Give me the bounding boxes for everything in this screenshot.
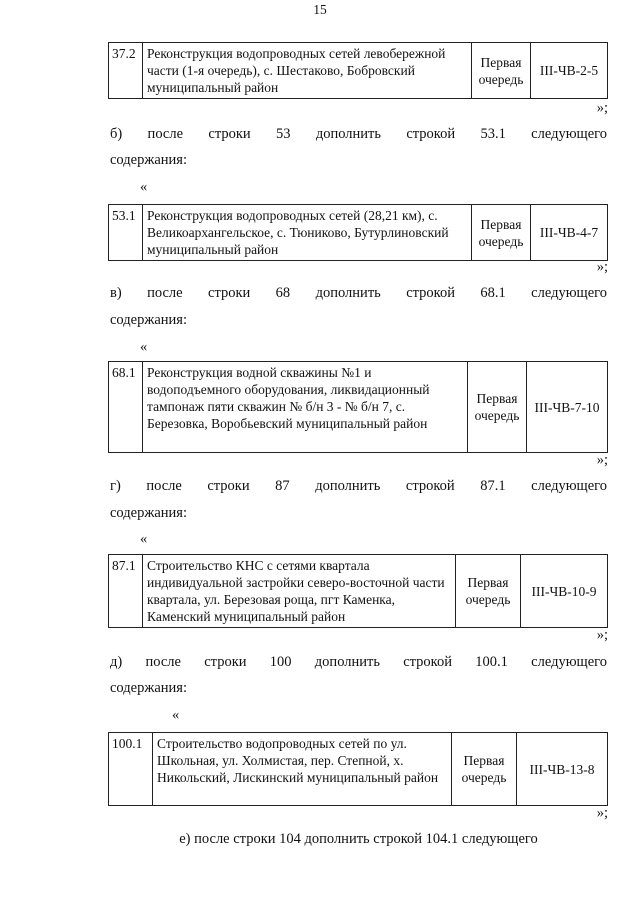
closing-quote: »; (596, 627, 608, 643)
page-number: 15 (313, 2, 327, 17)
row-order: Первая очередь (452, 733, 517, 806)
paragraph-d: д) после строки 100 дополнить строкой 100.1 следующего (110, 654, 607, 670)
paragraph-v-continuation: содержания: (110, 312, 188, 328)
row-code: III-ЧВ-10-9 (521, 555, 608, 628)
row-order: Первая очередь (472, 205, 531, 261)
row-code: III-ЧВ-2-5 (531, 43, 608, 99)
closing-quote: »; (596, 805, 608, 821)
row-number: 100.1 (109, 733, 153, 806)
row-description: Строительство водопроводных сетей по ул. Школьная, ул. Холмистая, пер. Степной, х. Никольский, Лискинский муниципальный район (153, 733, 452, 806)
table-row (108, 42, 608, 99)
table-row (108, 204, 608, 261)
row-code: III-ЧВ-4-7 (531, 205, 608, 261)
paragraph-b: б) после строки 53 дополнить строкой 53.1 следующего (110, 126, 607, 142)
opening-quote: « (172, 707, 180, 723)
opening-quote: « (140, 179, 148, 195)
opening-quote: « (140, 531, 148, 547)
paragraph-b-continuation: содержания: (110, 152, 188, 168)
row-number: 53.1 (109, 205, 143, 261)
row-description: Реконструкция водопроводных сетей (28,21 км), с. Великоархангельское, с. Тюниково, Бутурлиновский муниципальный район (143, 205, 472, 261)
row-code: III-ЧВ-13-8 (517, 733, 608, 806)
opening-quote: « (140, 339, 148, 355)
row-description: Реконструкция водопроводных сетей левобережной части (1-я очередь), с. Шестаково, Бобровский муниципальный район (143, 43, 472, 99)
table-row (108, 361, 608, 453)
closing-quote: »; (596, 452, 608, 468)
paragraph-v: в) после строки 68 дополнить строкой 68.1 следующего (110, 285, 607, 301)
closing-quote: »; (596, 100, 608, 116)
paragraph-g-continuation: содержания: (110, 505, 188, 521)
paragraph-e: е) после строки 104 дополнить строкой 104.1 следующего (179, 831, 538, 847)
row-order: Первая очередь (456, 555, 521, 628)
row-number: 68.1 (109, 362, 143, 453)
row-description: Реконструкция водной скважины №1 и водоподъемного оборудования, ликвидационный тампонаж пяти скважин № б/н 3 - № б/н 7, с. Березовка, Воробьевский муниципальный район (143, 362, 468, 453)
row-code: III-ЧВ-7-10 (527, 362, 608, 453)
row-number: 37.2 (109, 43, 143, 99)
row-order: Первая очередь (468, 362, 527, 453)
paragraph-d-continuation: содержания: (110, 680, 188, 696)
paragraph-g: г) после строки 87 дополнить строкой 87.1 следующего (110, 478, 607, 494)
row-order: Первая очередь (472, 43, 531, 99)
row-number: 87.1 (109, 555, 143, 628)
table-row (108, 554, 608, 628)
row-description: Строительство КНС с сетями квартала индивидуальной застройки северо-восточной части квартала, ул. Березовая роща, пгт Каменка, Каменский муниципальный район (143, 555, 456, 628)
table-row (108, 732, 608, 806)
closing-quote: »; (596, 259, 608, 275)
